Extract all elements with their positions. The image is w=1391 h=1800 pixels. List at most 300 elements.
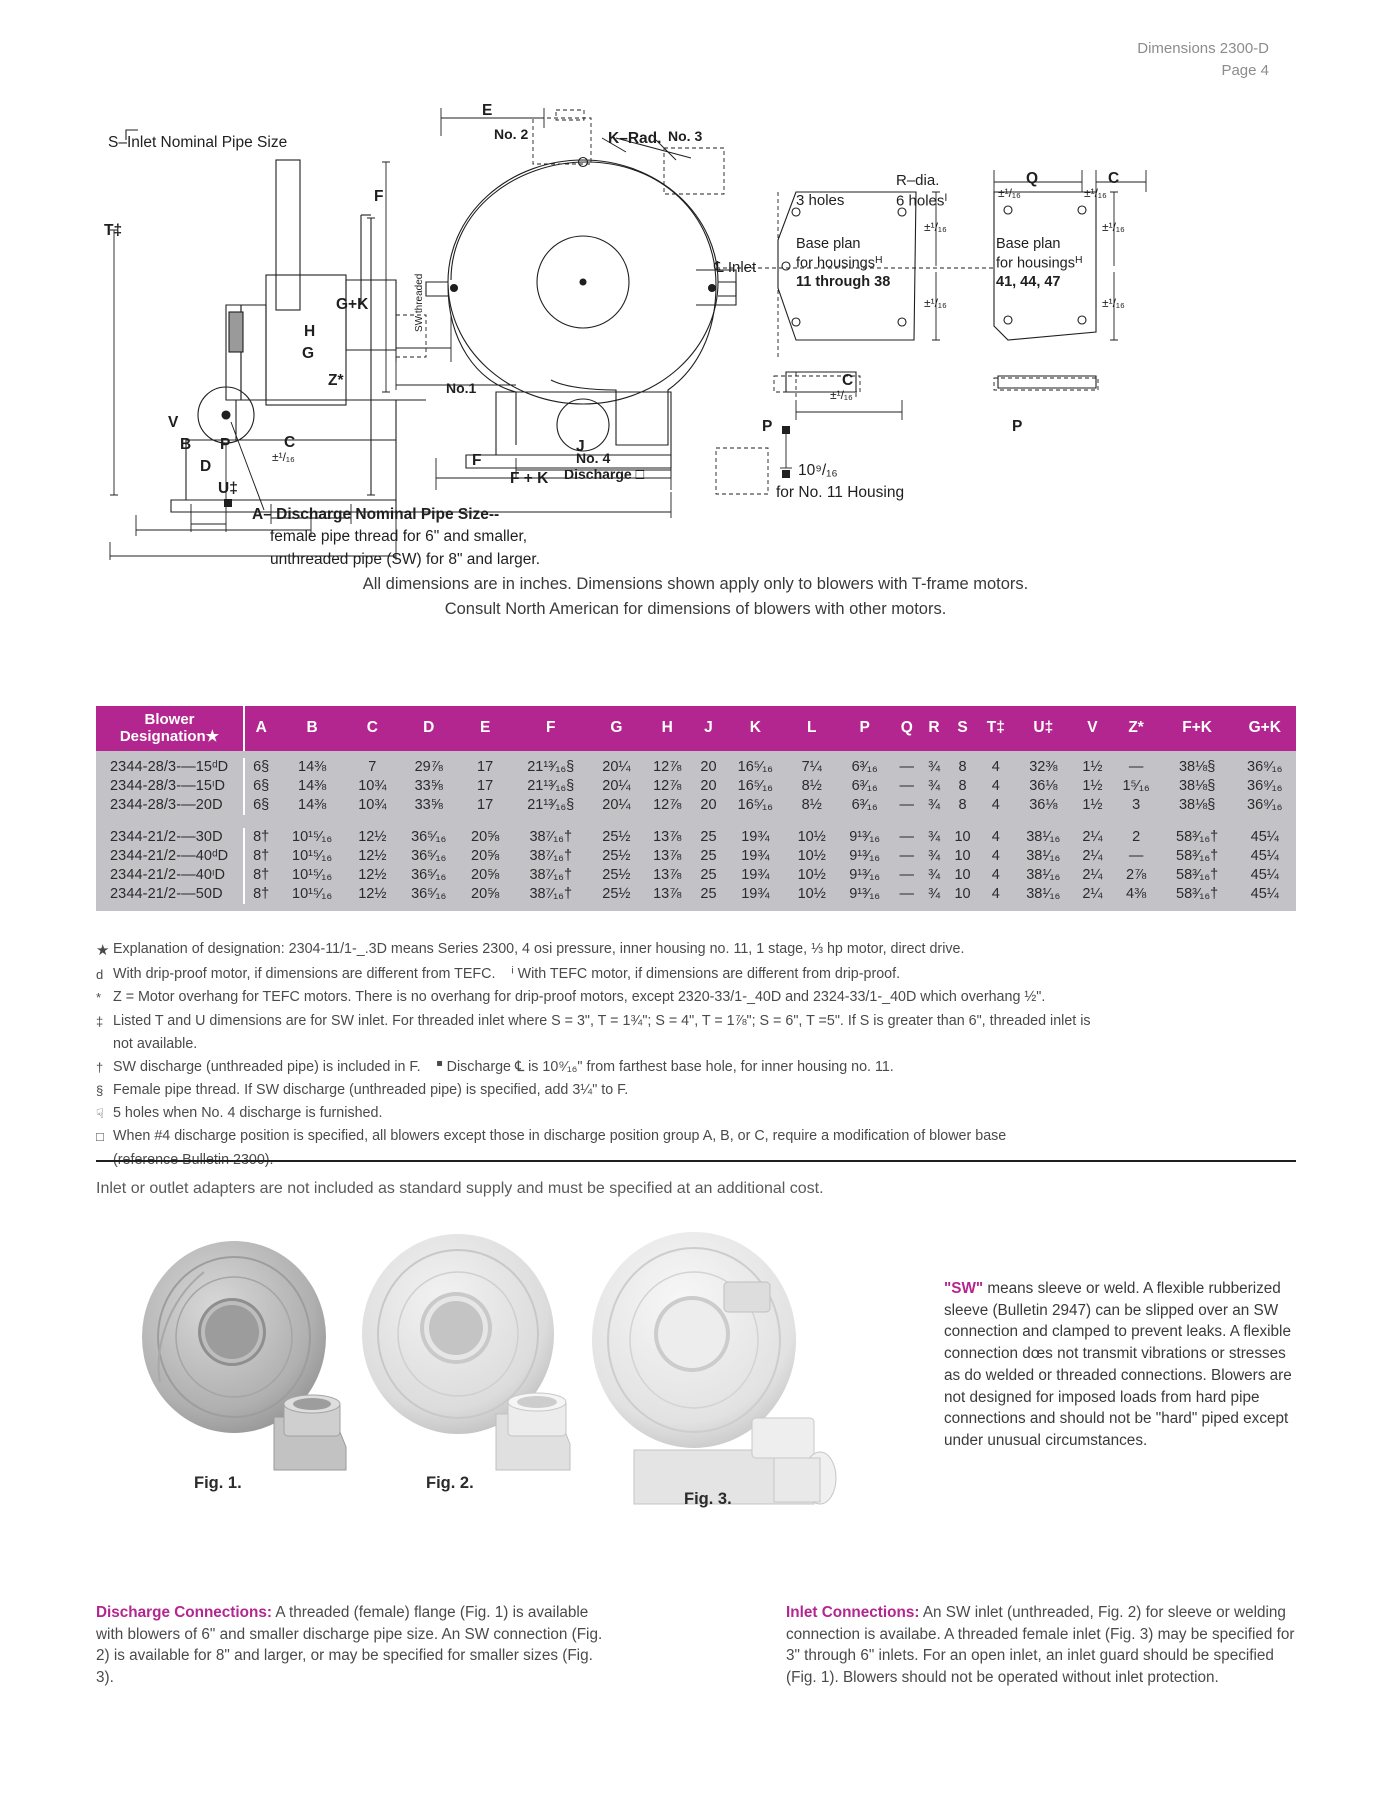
cell-f+k: 38⅛§ — [1161, 796, 1234, 815]
fig-3-caption: Fig. 3. — [684, 1490, 732, 1508]
cell-f+k: 58³⁄₁₆† — [1161, 847, 1234, 866]
label-f-plus-k: F + K — [510, 470, 549, 487]
section-divider — [96, 1160, 1296, 1162]
sw-description-paragraph — [944, 1278, 1296, 1452]
cell-k: 19¾ — [724, 828, 786, 847]
cell-designation: 2344-21/2-—50D — [96, 885, 244, 904]
footnote-marker: □ — [96, 1129, 104, 1145]
cell-v: 2¼ — [1073, 847, 1111, 866]
cell-r: ¾ — [921, 866, 946, 885]
cell-f: 38⁷⁄₁₆† — [511, 885, 591, 904]
cell-v: 2¼ — [1073, 828, 1111, 847]
cell-a: 6§ — [244, 758, 277, 777]
cell-j: 25 — [693, 866, 725, 885]
discharge-pipe-note — [252, 504, 540, 571]
label-cl-inlet — [714, 258, 756, 276]
label-f-bottom: F — [472, 452, 482, 469]
sw-body-text: means sleeve or weld. A flexible rubberized sleeve (Bulletin 2947) can be slipped over an SW connection and clamped to prevent leaks. A flexible connection dœs not transmit vibrations or stresses as do welded or threaded connections. Blowers are not designed for imposed loads from hard pipe connections and should not be "hard" piped except under unusual circumstances. — [944, 1280, 1292, 1450]
header-title: Dimensions 2300-D — [1137, 40, 1269, 57]
footnote-text: Female pipe thread. If SW discharge (unthreaded pipe) is specified, add 3¼" to F. — [113, 1082, 629, 1099]
footnote-text: Explanation of designation: 2304-11/1-_.3D means Series 2300, 4 osi pressure, inner housing no. 11, 1 stage, ⅓ hp motor, direct drive. — [113, 941, 965, 957]
footnote-text: 5 holes when No. 4 discharge is furnished. — [113, 1105, 383, 1122]
label-p-right: P — [1012, 418, 1023, 435]
cell-g+k: 36⁹⁄₁₆ — [1234, 758, 1296, 777]
cell-j: 20 — [693, 796, 725, 815]
cell-l: 10½ — [786, 828, 837, 847]
cell-d: 36⁵⁄₁₆ — [398, 885, 460, 904]
table-row — [96, 847, 1296, 866]
cell-e: 20⅝ — [460, 828, 511, 847]
cell-j: 25 — [693, 828, 725, 847]
cell-z: 1⁵⁄₁₆ — [1111, 777, 1160, 796]
cell-s: 10 — [947, 885, 979, 904]
cell-h: 13⅞ — [642, 828, 693, 847]
inlet-connections-heading: Inlet Connections: — [786, 1604, 920, 1621]
discharge-connections-heading: Discharge Connections: — [96, 1604, 272, 1621]
sw-lead-term: "SW" — [944, 1280, 984, 1297]
cell-e: 20⅝ — [460, 885, 511, 904]
cell-g+k: 45¼ — [1234, 866, 1296, 885]
label-h: H — [304, 323, 316, 340]
footnote-text: When #4 discharge position is specified, all blowers except those in discharge position group A, B, or C, require a modification of blower base — [113, 1128, 1007, 1145]
label-l-tol-bottom-right: ±¹/₁₆ — [1102, 296, 1125, 310]
cell-b: 14⅜ — [277, 777, 347, 796]
cell-z: 2⅞ — [1111, 866, 1160, 885]
discharge-note-line2: female pipe thread for 6" and smaller, — [270, 528, 528, 546]
label-g: G — [302, 345, 315, 362]
label-q-tolerance: ±¹/₁₆ — [998, 186, 1021, 200]
label-c-right-tolerance: ±¹/₁₆ — [1084, 186, 1107, 200]
table-row — [96, 777, 1296, 796]
cell-k: 19¾ — [724, 885, 786, 904]
column-header-p: P — [837, 706, 892, 751]
column-header-q: Q — [892, 706, 921, 751]
cell-q: — — [892, 796, 921, 815]
label-u: U‡ — [218, 480, 238, 497]
inlet-connections-text: An SW inlet (unthreaded, Fig. 2) for sleeve or welding connection is availabe. A threaded female inlet (Fig. 3) may be specified for 3" through 6" inlets. For an open inlet, an inlet guard should be specified (Fig. 1). Blowers should not be operated without inlet protection. — [786, 1604, 1295, 1687]
cell-g: 20¼ — [591, 758, 642, 777]
label-l-tol-bottom: ±¹/₁₆ — [924, 296, 947, 310]
cell-j: 20 — [693, 777, 725, 796]
footnotes-block — [96, 938, 1306, 1172]
cell-c: 10¾ — [347, 796, 398, 815]
label-3-holes: 3 holes — [796, 192, 845, 209]
cell-c: 12½ — [347, 885, 398, 904]
table-spacer-cell — [96, 815, 1296, 828]
cell-q: — — [892, 885, 921, 904]
column-header-g: G — [591, 706, 642, 751]
fig-2-caption: Fig. 2. — [426, 1474, 474, 1492]
cell-u: 38¹⁄₁₆ — [1013, 885, 1073, 904]
label-s-inlet: S–Inlet Nominal Pipe Size — [108, 134, 288, 151]
cell-p: 6³⁄₁₆ — [837, 796, 892, 815]
label-housing-11-dim: 10⁹/₁₆ — [798, 462, 838, 479]
footnote-item — [96, 1079, 1306, 1102]
label-j: J — [576, 438, 585, 455]
footnote-text: Listed T and U dimensions are for SW inlet. For threaded inlet where S = 3", T = 1¾"; S = 4", T = 1⅞"; S = 6", T =5". If S is greater than 6", threaded inlet is — [113, 1012, 1091, 1029]
cell-l: 8½ — [786, 796, 837, 815]
footnote-continuation: (reference Bulletin 2300). — [113, 1151, 274, 1168]
photo-fig-1 — [124, 1232, 374, 1492]
cell-g: 25½ — [591, 866, 642, 885]
cell-l: 10½ — [786, 847, 837, 866]
column-header-j: J — [693, 706, 725, 751]
label-discharge: Discharge □ — [564, 466, 645, 482]
drawing-svg — [96, 100, 1296, 560]
cell-a: 6§ — [244, 796, 277, 815]
cell-p: 9¹³⁄₁₆ — [837, 885, 892, 904]
cell-f+k: 38⅛§ — [1161, 758, 1234, 777]
cell-b: 10¹⁵⁄₁₆ — [277, 847, 347, 866]
column-header-z: Z* — [1111, 706, 1160, 751]
column-header-a: A — [244, 706, 277, 751]
cell-r: ¾ — [921, 777, 946, 796]
cell-c: 12½ — [347, 828, 398, 847]
table-head — [96, 706, 1296, 751]
cell-k: 19¾ — [724, 866, 786, 885]
column-header-e: E — [460, 706, 511, 751]
column-header-f: F — [511, 706, 591, 751]
label-p-left: P — [762, 418, 773, 435]
cell-s: 8 — [947, 758, 979, 777]
discharge-note-line3: unthreaded pipe (SW) for 8" and larger. — [270, 550, 541, 568]
cell-p: 9¹³⁄₁₆ — [837, 828, 892, 847]
table-row — [96, 866, 1296, 885]
cell-f+k: 58³⁄₁₆† — [1161, 885, 1234, 904]
cell-h: 13⅞ — [642, 885, 693, 904]
cell-g+k: 36⁹⁄₁₆ — [1234, 796, 1296, 815]
cell-f: 38⁷⁄₁₆† — [511, 847, 591, 866]
cell-c: 7 — [347, 758, 398, 777]
cell-designation: 2344-28/3-—15ᶦD — [96, 777, 244, 796]
cell-j: 25 — [693, 885, 725, 904]
engineering-drawing — [96, 100, 1296, 568]
footnote-secondary-marker: i — [511, 965, 514, 977]
cell-g: 25½ — [591, 847, 642, 866]
label-6-holes-sup: I — [944, 192, 948, 204]
cell-f: 21¹³⁄₁₆§ — [511, 777, 591, 796]
cell-t: 4 — [978, 758, 1013, 777]
cell-t: 4 — [978, 866, 1013, 885]
table-body — [96, 751, 1296, 911]
cell-b: 10¹⁵⁄₁₆ — [277, 828, 347, 847]
cell-b: 10¹⁵⁄₁₆ — [277, 885, 347, 904]
footnote-item — [96, 1125, 1306, 1148]
column-header-t: T‡ — [978, 706, 1013, 751]
footnote-secondary — [495, 966, 900, 982]
cell-q: — — [892, 866, 921, 885]
cell-l: 8½ — [786, 777, 837, 796]
table-row — [96, 885, 1296, 904]
column-header-l: L — [786, 706, 837, 751]
footnote-marker: d — [96, 967, 104, 983]
label-no3: No. 3 — [668, 128, 703, 144]
footnote-secondary-text: Discharge ℄ is 10⁹⁄₁₆" from farthest base hole, for inner housing no. 11. — [442, 1058, 894, 1075]
table-row — [96, 828, 1296, 847]
label-e: E — [482, 102, 493, 119]
footnote-marker: * — [96, 990, 102, 1006]
label-sw-threaded: SW threaded — [414, 273, 425, 332]
photo-fig-2 — [346, 1222, 596, 1492]
cell-designation: 2344-21/2-—30D — [96, 828, 244, 847]
cell-z: — — [1111, 847, 1160, 866]
cell-f: 21¹³⁄₁₆§ — [511, 796, 591, 815]
cell-t: 4 — [978, 777, 1013, 796]
footnote-secondary-text: With TEFC motor, if dimensions are different from drip-proof. — [513, 966, 901, 983]
label-v: V — [168, 414, 179, 431]
footnote-item — [96, 963, 1306, 986]
cell-t: 4 — [978, 847, 1013, 866]
cell-s: 10 — [947, 847, 979, 866]
cell-designation: 2344-28/3-—15ᵈD — [96, 758, 244, 777]
footnote-marker: § — [96, 1083, 104, 1099]
discharge-connections-column — [96, 1602, 606, 1689]
cell-d: 33⅝ — [398, 777, 460, 796]
cell-d: 36⁵⁄₁₆ — [398, 866, 460, 885]
footnote-item — [96, 1010, 1306, 1033]
cell-f: 21¹³⁄₁₆§ — [511, 758, 591, 777]
cell-e: 17 — [460, 796, 511, 815]
cell-g+k: 45¼ — [1234, 885, 1296, 904]
label-z: Z* — [328, 372, 344, 389]
footnote-item — [96, 986, 1306, 1009]
footnote-text: With drip-proof motor, if dimensions are different from TEFC. $^i$ With TEFC motor, if dimensions are different from drip-proof. — [113, 965, 901, 983]
cell-a: 8† — [244, 828, 277, 847]
cell-v: 2¼ — [1073, 885, 1111, 904]
label-t: T‡ — [104, 222, 123, 239]
label-c-bottom: C — [842, 372, 854, 389]
label-discharge-text: Discharge — [564, 466, 632, 482]
column-header-designation — [96, 706, 244, 751]
cell-k: 19¾ — [724, 847, 786, 866]
column-header-g+k: G+K — [1234, 706, 1296, 751]
footnote-secondary-marker: ■ — [436, 1058, 443, 1070]
base-plan-2-range: 41, 44, 47 — [996, 274, 1061, 291]
cell-h: 13⅞ — [642, 866, 693, 885]
cell-j: 20 — [693, 758, 725, 777]
cell-v: 2¼ — [1073, 866, 1111, 885]
designation-header-line2: Designation★ — [119, 728, 220, 746]
footnote-secondary — [421, 1059, 894, 1075]
column-header-f+k: F+K — [1161, 706, 1234, 751]
cell-k: 16⁵⁄₁₆ — [724, 758, 786, 777]
discharge-note-line1 — [252, 504, 540, 526]
table-row — [96, 796, 1296, 815]
base-plan-2-line1: Base plan — [996, 236, 1061, 252]
cell-h: 12⅞ — [642, 758, 693, 777]
cell-t: 4 — [978, 828, 1013, 847]
cell-e: 17 — [460, 777, 511, 796]
base-plan-note-right — [996, 235, 1083, 292]
footnote-marker: ★ — [96, 942, 110, 959]
cell-designation: 2344-21/2-—40ᶦD — [96, 866, 244, 885]
cell-r: ¾ — [921, 885, 946, 904]
table-spacer-row — [96, 904, 1296, 911]
label-6-holes — [896, 192, 947, 210]
label-d: D — [200, 458, 212, 475]
column-header-s: S — [947, 706, 979, 751]
label-c-right: C — [1108, 170, 1120, 187]
cell-f+k: 58³⁄₁₆† — [1161, 828, 1234, 847]
label-no2: No. 2 — [494, 126, 529, 142]
column-header-b: B — [277, 706, 347, 751]
cell-e: 20⅝ — [460, 866, 511, 885]
footnote-text: SW discharge (unthreaded pipe) is included in F. ■ Discharge ℄ is 10⁹⁄₁₆" from farthest base hole, for inner housing no. 11. — [113, 1058, 894, 1075]
cell-g: 25½ — [591, 828, 642, 847]
base-plan-2-for: for housings — [996, 255, 1075, 272]
column-header-u: U‡ — [1013, 706, 1073, 751]
label-p: P — [220, 436, 231, 453]
cell-p: 9¹³⁄₁₆ — [837, 847, 892, 866]
photo-fig-3 — [574, 1222, 854, 1517]
cell-u: 38¹⁄₁₆ — [1013, 828, 1073, 847]
dimensions-table — [96, 706, 1296, 911]
cell-s: 10 — [947, 866, 979, 885]
base-plan-1-line1: Base plan — [796, 236, 861, 252]
table-spacer-cell — [96, 904, 1296, 911]
base-plan-1-line2 — [796, 254, 890, 273]
dimensions-table-container — [96, 706, 1296, 911]
label-k-rad: K–Rad. — [608, 130, 662, 147]
cell-p: 6³⁄₁₆ — [837, 777, 892, 796]
designation-header-line1: Blower — [144, 711, 195, 728]
cell-u: 38¹⁄₁₆ — [1013, 866, 1073, 885]
label-f-vertical: F — [374, 188, 384, 205]
cell-u: 36⅛ — [1013, 796, 1073, 815]
cell-g: 25½ — [591, 885, 642, 904]
cell-r: ¾ — [921, 796, 946, 815]
cell-t: 4 — [978, 885, 1013, 904]
cell-h: 13⅞ — [642, 847, 693, 866]
cell-e: 17 — [460, 758, 511, 777]
fig-1-caption: Fig. 1. — [194, 1474, 242, 1492]
label-q: Q — [1026, 170, 1039, 187]
column-header-v: V — [1073, 706, 1111, 751]
cell-designation: 2344-28/3-—20D — [96, 796, 244, 815]
adapters-note: Inlet or outlet adapters are not included as standard supply and must be specified at an additional cost. — [96, 1180, 824, 1197]
cell-d: 29⅞ — [398, 758, 460, 777]
footnote-item — [96, 938, 1306, 963]
label-c-bottom-tolerance: ±¹/₁₆ — [830, 388, 853, 402]
cell-l: 10½ — [786, 866, 837, 885]
label-no4: No. 4 — [576, 450, 611, 466]
label-inlet-text: Inlet — [727, 259, 757, 276]
discharge-connections-text: A threaded (female) flange (Fig. 1) is available with blowers of 6" and smaller discharge pipe size. An SW connection (Fig. 2) is available for 8" and larger, or may be specified for smaller sizes (Fig. 3). — [96, 1604, 603, 1687]
cell-q: — — [892, 777, 921, 796]
cell-c: 12½ — [347, 866, 398, 885]
cell-c: 12½ — [347, 847, 398, 866]
cell-g: 20¼ — [591, 777, 642, 796]
cell-d: 33⅝ — [398, 796, 460, 815]
cell-p: 6³⁄₁₆ — [837, 758, 892, 777]
centerline-symbol: ℄ — [714, 259, 724, 276]
base-plan-2-line2 — [996, 254, 1083, 273]
base-plan-2-sup: H — [1075, 254, 1083, 266]
cell-r: ¾ — [921, 758, 946, 777]
table-header-row — [96, 706, 1296, 751]
base-plan-1-for: for housings — [796, 255, 875, 272]
cell-s: 8 — [947, 777, 979, 796]
cell-g+k: 36⁹⁄₁₆ — [1234, 777, 1296, 796]
dimensions-note-line2: Consult North American for dimensions of blowers with other motors. — [444, 599, 947, 618]
cell-s: 10 — [947, 828, 979, 847]
dimensions-note-line1: All dimensions are in inches. Dimensions shown apply only to blowers with T-frame motors. — [362, 575, 1029, 593]
base-plan-note-left — [796, 235, 890, 292]
cell-v: 1½ — [1073, 796, 1111, 815]
base-plan-1-sup: H — [875, 254, 883, 266]
cell-v: 1½ — [1073, 777, 1111, 796]
cell-f+k: 58³⁄₁₆† — [1161, 866, 1234, 885]
cell-c: 10¾ — [347, 777, 398, 796]
column-header-d: D — [398, 706, 460, 751]
footnote-marker: ‡ — [96, 1013, 104, 1029]
table-spacer-cell — [96, 751, 1296, 758]
cell-d: 36⁵⁄₁₆ — [398, 847, 460, 866]
label-l-tol-top-right: ±¹/₁₆ — [1102, 220, 1125, 234]
cell-k: 16⁵⁄₁₆ — [724, 777, 786, 796]
label-c: C — [284, 434, 296, 451]
label-l-tol-top: ±¹/₁₆ — [924, 220, 947, 234]
cell-a: 6§ — [244, 777, 277, 796]
cell-q: — — [892, 847, 921, 866]
label-g-plus-k: G+K — [336, 296, 369, 313]
cell-z: 4⅜ — [1111, 885, 1160, 904]
cell-p: 9¹³⁄₁₆ — [837, 866, 892, 885]
base-plan-1-range: 11 through 38 — [796, 274, 891, 291]
cell-l: 10½ — [786, 885, 837, 904]
cell-j: 25 — [693, 847, 725, 866]
cell-q: — — [892, 828, 921, 847]
cell-k: 16⁵⁄₁₆ — [724, 796, 786, 815]
table-spacer-row — [96, 751, 1296, 758]
inlet-connections-column — [786, 1602, 1296, 1689]
cell-designation: 2344-21/2-—40ᵈD — [96, 847, 244, 866]
label-r-dia: R–dia. — [896, 172, 940, 189]
column-header-c: C — [347, 706, 398, 751]
footnote-marker: † — [96, 1059, 104, 1075]
cell-u: 36⅛ — [1013, 777, 1073, 796]
cell-z: 3 — [1111, 796, 1160, 815]
cell-r: ¾ — [921, 847, 946, 866]
cell-g+k: 45¼ — [1234, 828, 1296, 847]
cell-g+k: 45¼ — [1234, 847, 1296, 866]
cell-b: 10¹⁵⁄₁₆ — [277, 866, 347, 885]
label-housing-11-note: for No. 11 Housing — [776, 484, 905, 501]
cell-r: ¾ — [921, 828, 946, 847]
cell-f+k: 38⅛§ — [1161, 777, 1234, 796]
table-row — [96, 758, 1296, 777]
label-no1: No.1 — [446, 380, 477, 396]
footnote-item — [96, 1102, 1306, 1125]
cell-e: 20⅝ — [460, 847, 511, 866]
cell-h: 12⅞ — [642, 777, 693, 796]
column-header-h: H — [642, 706, 693, 751]
cell-u: 38¹⁄₁₆ — [1013, 847, 1073, 866]
cell-t: 4 — [978, 796, 1013, 815]
cell-s: 8 — [947, 796, 979, 815]
cell-u: 32⅜ — [1013, 758, 1073, 777]
cell-a: 8† — [244, 866, 277, 885]
cell-v: 1½ — [1073, 758, 1111, 777]
discharge-note-bold: A– Discharge Nominal Pipe Size-- — [252, 506, 500, 523]
cell-z: 2 — [1111, 828, 1160, 847]
cell-h: 12⅞ — [642, 796, 693, 815]
label-b: B — [180, 436, 192, 453]
document-header — [1137, 38, 1269, 82]
footnote-marker: ☟ — [96, 1106, 104, 1122]
table-spacer-row — [96, 815, 1296, 828]
cell-f: 38⁷⁄₁₆† — [511, 866, 591, 885]
